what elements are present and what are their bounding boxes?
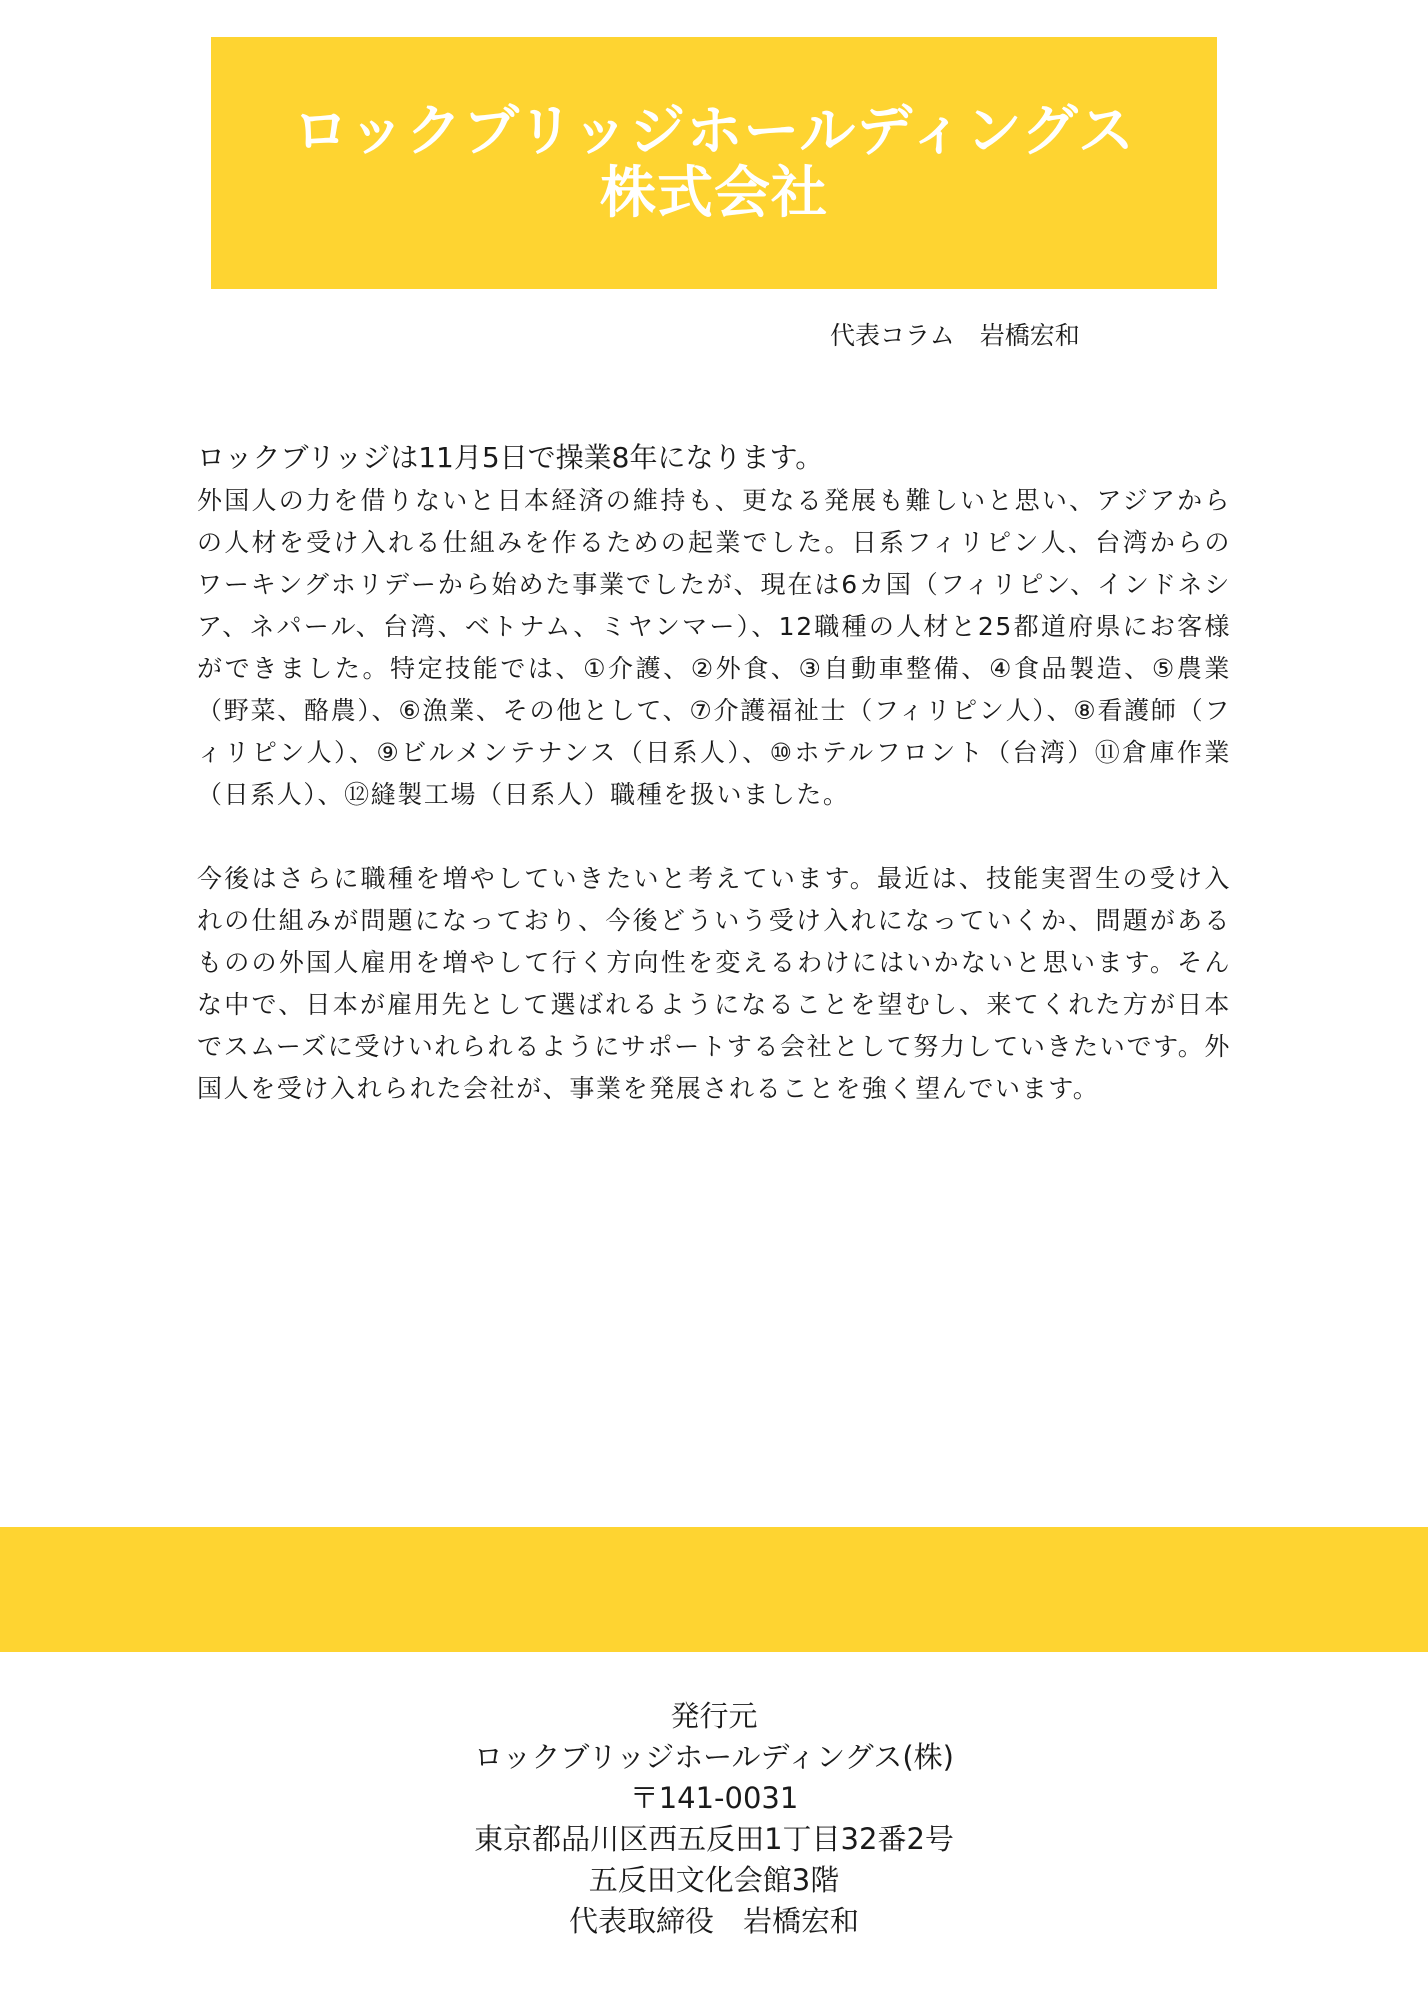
publisher-label: 発行元 (670, 1699, 758, 1733)
company-title: ロックブリッジホールディングス株式会社 (292, 99, 1136, 226)
footer-band (0, 1527, 1428, 1652)
article-lead: ロックブリッジは11月5日で操業8年になります。 (197, 441, 824, 474)
publisher-representative: 代表取締役 岩橋宏和 (568, 1904, 859, 1938)
publisher-company: ロックブリッジホールディングス(株) (474, 1740, 954, 1774)
publisher-postal-code: 〒141-0031 (629, 1781, 799, 1815)
column-byline: 代表コラム 岩橋宏和 (830, 321, 1080, 350)
column-article (197, 436, 1231, 1110)
publisher-address: 東京都品川区西五反田1丁目32番2号 (474, 1822, 954, 1856)
title-banner (211, 37, 1217, 289)
article-paragraph-2: 今後はさらに職種を増やしていきたいと考えています。最近は、技能実習生の受け入れの仕組みが問題になっており、今後どういう受け入れになっていくか、問題があるものの外国人雇用を増やして行く方向性を変えるわけにはいかないと思います。そんな中で、日本が雇用先として選ばれるようになることを望むし、来てくれた方が日本でスムーズに受けいれられるようにサポートする会社として努力していきたいです。外国人を受け入れられた会社が、事業を発展されることを強く望んでいます。 (197, 864, 1231, 1103)
article-paragraph-1: 外国人の力を借りないと日本経済の維持も、更なる発展も難しいと思い、アジアからの人材を受け入れる仕組みを作るための起業でした。日系フィリピン人、台湾からのワーキングホリデーから始めた事業でしたが、現在は6カ国（フィリピン、インドネシア、ネパール、台湾、ベトナム、ミヤンマー）、12職種の人材と25都道府県にお客様ができました。特定技能では、①介護、②外食、③自動車整備、④食品製造、⑤農業（野菜、酪農）、⑥漁業、その他として、⑦介護福祉士（フィリピン人）、⑧看護師（フィリピン人）、⑨ビルメンテナンス（日系人）、⑩ホテルフロント（台湾）⑪倉庫作業（日系人）、⑫縫製工場（日系人）職種を扱いました。 (197, 486, 1231, 809)
publisher-building: 五反田文化会館3階 (588, 1863, 840, 1897)
publisher-info (0, 1696, 1428, 1942)
